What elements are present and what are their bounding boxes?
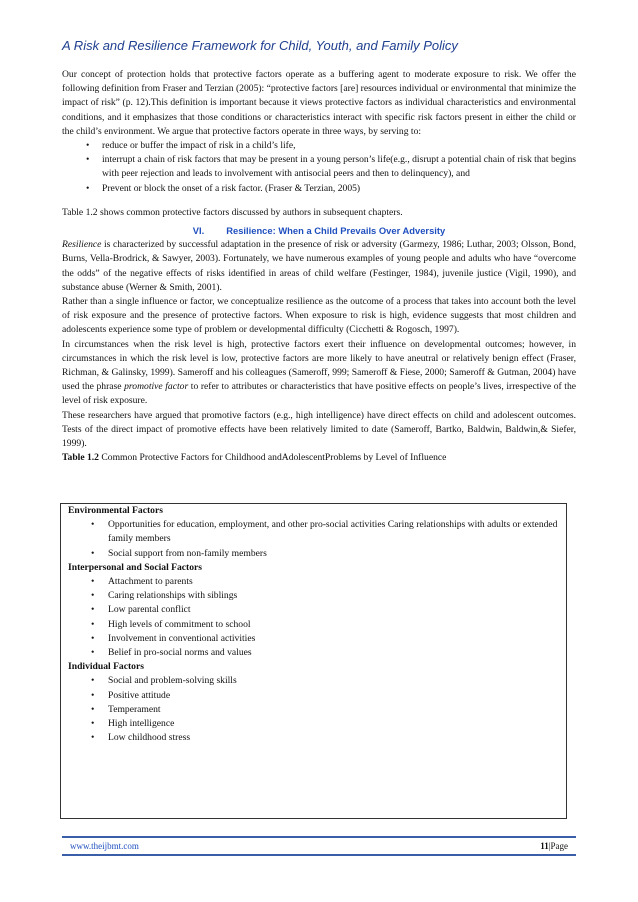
list-item: • reduce or buffer the impact of risk in a child’s life, [77, 139, 576, 153]
group-title: Interpersonal and Social Factors [68, 561, 203, 573]
group-title: Individual Factors [68, 661, 144, 673]
list-item: • Social support from non-family members [79, 547, 566, 561]
section-number: VI. [192, 225, 205, 237]
promotive-paragraph [62, 338, 576, 409]
main-body [62, 68, 576, 465]
list-item: • High levels of commitment to school [79, 618, 566, 632]
promotive-text-b: to refer to attributes or characteristics that have positive effects on people’s lives, irrespective of the level of risk exposure. [62, 381, 577, 407]
list-item: • Social and problem-solving skills [79, 674, 566, 688]
list-item: • Caring relationships with siblings [79, 589, 566, 603]
page-number [540, 838, 568, 854]
individual-factors-list [61, 674, 566, 745]
page-footer [62, 836, 576, 856]
environmental-factors-list [61, 518, 566, 561]
resilience-term: Resilience [62, 239, 102, 251]
list-item: • High intelligence [79, 717, 566, 731]
intro-paragraph: Our concept of protection holds that protective factors operate as a buffering agent to moderate exposure to risk. We offer the following definition from Fraser and Terzian (2005): “protective factors [are] resources individual or environmental that minimize the impact of risk” (p. 12).This definition is important because it views protective factors as individual characteristics and environmental conditions, and it emphasizes that those conditions or characteristics interact with specific risk factors present in either the child or the child’s environment. We argue that protective factors operate in three ways, by serving to: [62, 69, 576, 137]
list-item: • Low childhood stress [79, 731, 566, 745]
footer-url-link[interactable]: www.theijbmt.com [70, 841, 139, 851]
list-item: • Prevent or block the onset of a risk factor. (Fraser & Terzian, 2005) [77, 182, 576, 196]
interpersonal-factors-list [61, 575, 566, 660]
process-paragraph: Rather than a single influence or factor, we conceptualize resilience as the outcome of a process that takes into account both the level of risk exposure and the presence of protective factors. When exposure to risk is high, evidence suggests that most children and adolescents experience some type of problem or developmental difficulty (Cicchetti & Rogosch, 1997). [62, 296, 576, 336]
protective-ways-list [62, 139, 576, 196]
resilience-paragraph [62, 238, 576, 295]
page-label: |Page [548, 841, 568, 851]
list-item: • Temperament [79, 703, 566, 717]
table-caption-text: Common Protective Factors for Childhood andAdolescentProblems by Level of Influence [98, 452, 447, 464]
group-title: Environmental Factors [68, 505, 163, 516]
resilience-text: is characterized by successful adaptation in the presence of risk or adversity (Garmezy, 1986; Luthar, 2003; Olsson, Bond, Burns, Vella-Brodrick, & Sawyer, 2003). Fortunately, we have numerous examples of young people and adults who have “overcome the odds” of the negative effects of risks identified in areas of child welfare (Festinger, 1984), juvenile justice (Vigil, 1990), and substance abuse (Werner & Smith, 2001). [62, 239, 576, 293]
list-item: • interrupt a chain of risk factors that may be present in a young person’s life(e.g., disrupt a potential chain of risk that begins with peer rejection and leads to involvement with antisocial peers and then to delinquency), and [77, 153, 576, 181]
list-item: • Involvement in conventional activities [79, 632, 566, 646]
promotive-text-a: In circumstances when the risk level is high, protective factors exert their influence on developmental outcomes; however, in circumstances in which the risk level is low, protective factors are more likely to have aneutral or relatively benign effect (Fraser, Richman, & Galinsky, 1999). Sameroff and his colleagues (Sameroff, 999; Sameroff & Fiese, 2000; Sameroff & Gutman, 2004) have used the phrase [62, 338, 576, 393]
list-item: • Low parental conflict [79, 603, 566, 617]
list-item: • Positive attitude [79, 689, 566, 703]
list-item: • Attachment to parents [79, 575, 566, 589]
list-item: • Belief in pro-social norms and values [79, 646, 566, 660]
running-header: A Risk and Resilience Framework for Child, Youth, and Family Policy [62, 38, 458, 53]
table-label: Table 1.2 [62, 452, 99, 464]
list-item: • Opportunities for education, employment, and other pro-social activities Caring relationships with adults or extended family members [79, 518, 566, 546]
researchers-paragraph: These researchers have argued that promotive factors (e.g., high intelligence) have direct effects on child and adolescent outcomes. Tests of the direct impact of promotive effects have been relatively limited to date (Sameroff, Bartko, Baldwin, Baldwin,& Siefer, 1999). [62, 409, 576, 450]
protective-factors-table [60, 503, 567, 819]
promotive-term: promotive factor [124, 381, 189, 393]
section-heading [62, 224, 576, 238]
section-title: Resilience: When a Child Prevails Over Adversity [226, 225, 446, 237]
table-reference: Table 1.2 shows common protective factors discussed by authors in subsequent chapters. [62, 206, 403, 218]
page-number-value: 11 [540, 841, 549, 851]
table-caption [62, 451, 576, 465]
